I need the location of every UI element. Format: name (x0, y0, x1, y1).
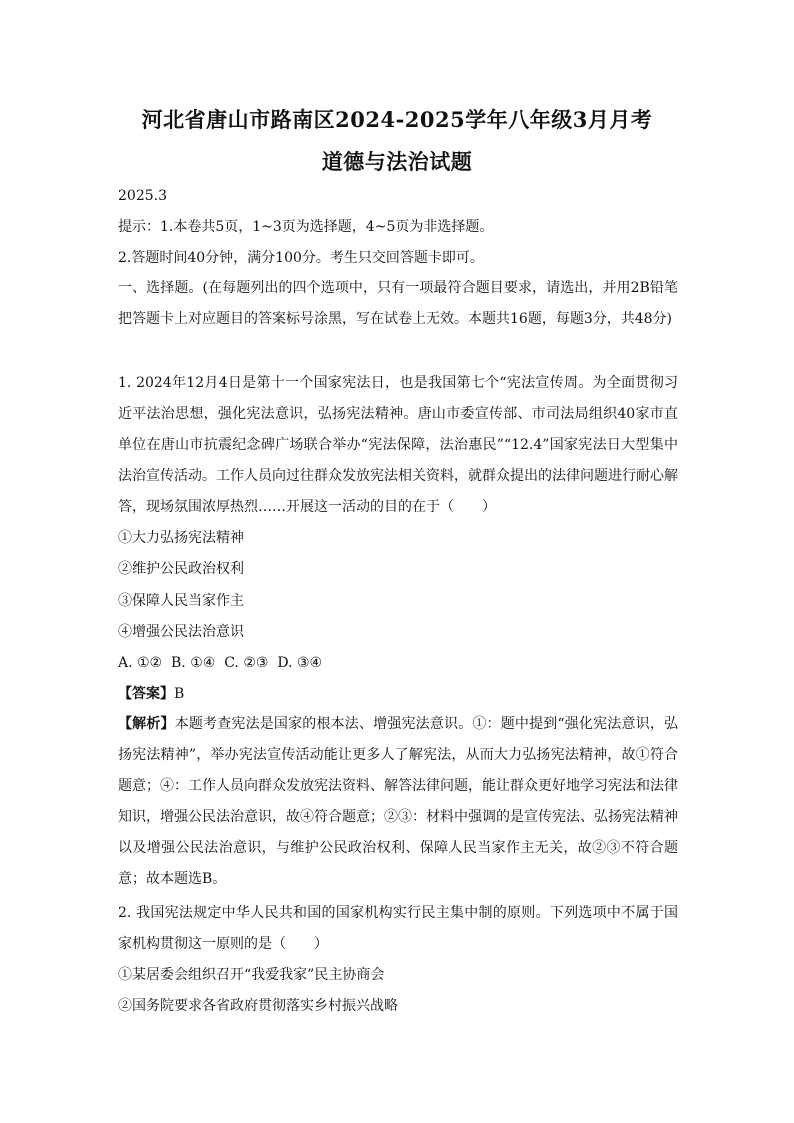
question-1-choices: A. ①② B. ①④ C. ②③ D. ③④ (118, 655, 323, 671)
question-2-stem: 2. 我国宪法规定中华人民共和国的国家机构实行民主集中制的原则。下列选项中不属于国家机构贯彻这一原则的是（ ） (118, 905, 678, 952)
question-1-option-1: ①大力弘扬宪法精神 (118, 530, 244, 546)
question-1-answer (118, 686, 678, 702)
analysis-label: 【解析】 (118, 716, 175, 732)
question-2-option-1: ①某居委会组织召开“我爱我家”民主协商会 (118, 967, 385, 983)
answer-value: B (174, 686, 185, 702)
exam-date: 2025.3 (118, 188, 167, 204)
question-1-analysis (118, 709, 678, 895)
answer-label: 【答案】 (118, 686, 174, 702)
analysis-text: 本题考查宪法是国家的根本法、增强宪法意识。①：题中提到“强化宪法意识，弘扬宪法精神”，举办宪法宣传活动能让更多人了解宪法，从而大力弘扬宪法精神，故①符合题意；④：工作人员向群众发放宪法资料、解答法律问题，能让群众更好地学习宪法和法律知识，增强公民法治意识，故④符合题意；②③：材料中强调的是宣传宪法、弘扬宪法精神以及增强公民法治意识，与维护公民政治权利、保障人民当家作主无关，故②③不符合题意；故本题选B。 (118, 716, 679, 887)
question-2-option-2: ②国务院要求各省政府贯彻落实乡村振兴战略 (118, 998, 398, 1014)
section-intro: 一、选择题。(在每题列出的四个选项中，只有一项最符合题目要求，请选出，并用2B铅笔把答题卡上对应题目的答案标号涂黑，写在试卷上无效。本题共16题，每题3分，共48分) (118, 280, 678, 327)
question-1-option-3: ③保障人民当家作主 (118, 593, 244, 609)
exam-title: 河北省唐山市路南区2024-2025学年八年级3月月考 (141, 107, 653, 132)
question-1-option-4: ④增强公民法治意识 (118, 624, 244, 640)
exam-subject-title: 道德与法治试题 (321, 149, 473, 174)
question-1-stem: 1. 2024年12月4日是第十一个国家宪法日，也是我国第七个“宪法宣传周。为全面贯彻习近平法治思想，强化宪法意识，弘扬宪法精神。唐山市委宣传部、市司法局组织40家市直单位在唐山市抗震纪念碑广场联合举办“宪法保障，法治惠民”“12.4”国家宪法日大型集中法治宣传活动。工作人员向过往群众发放宪法相关资料，就群众提出的法律问题进行耐心解答，现场氛围浓厚热烈……开展这一活动的目的在于（ ） (118, 375, 678, 515)
question-1-option-2: ②维护公民政治权利 (118, 561, 244, 577)
tip-line-1: 提示：1.本卷共5页，1~3页为选择题，4~5页为非选择题。 (118, 219, 494, 235)
tip-line-2: 2.答题时间40分钟，满分100分。考生只交回答题卡即可。 (118, 250, 484, 266)
